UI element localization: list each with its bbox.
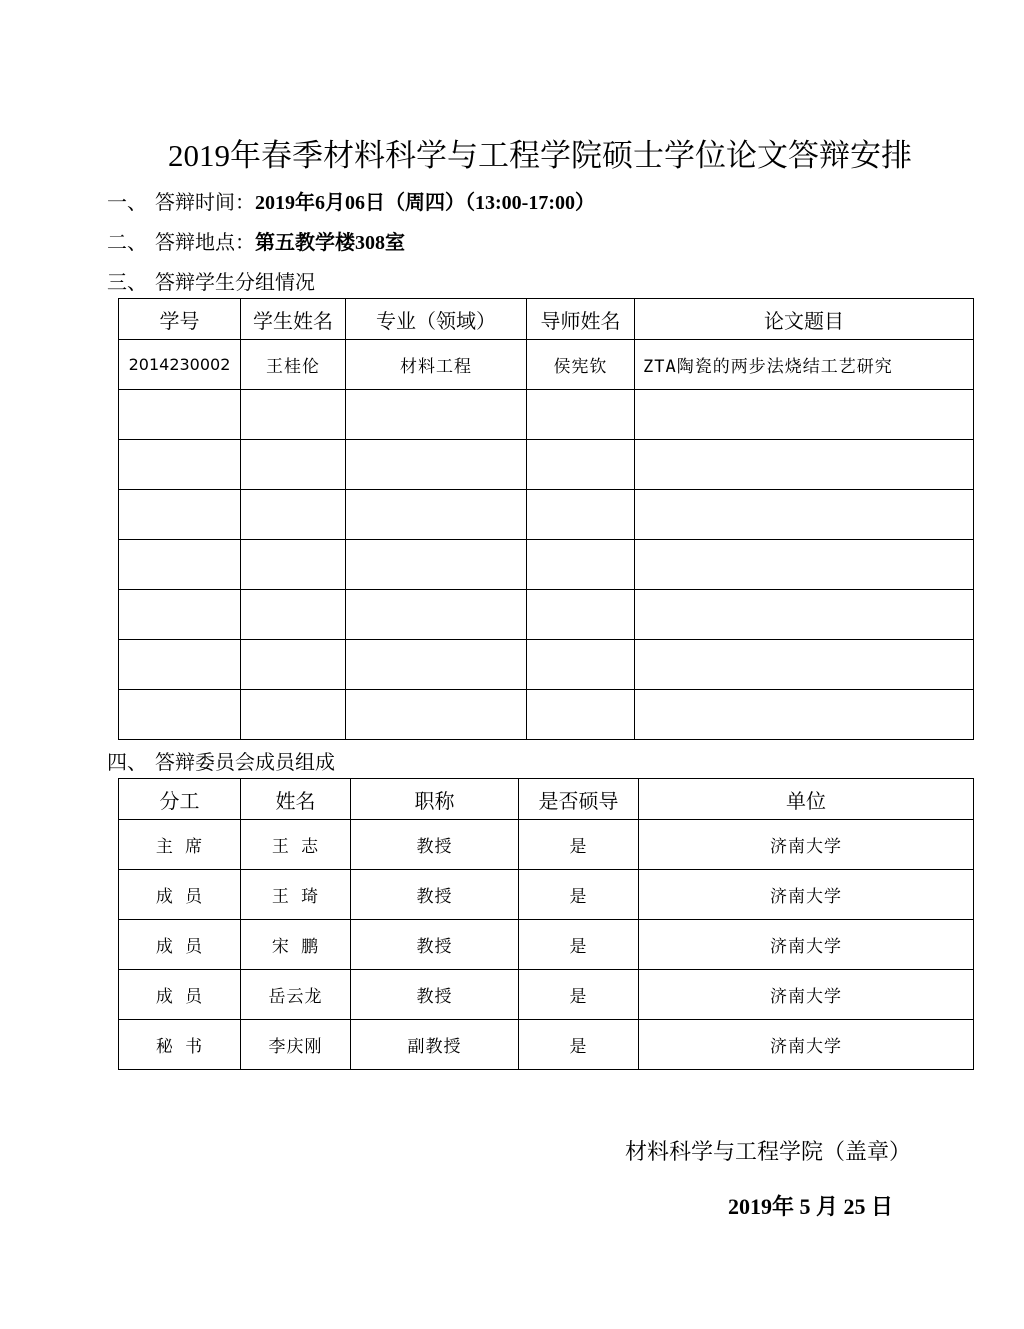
table-cell (119, 590, 241, 640)
column-header: 职称 (351, 779, 519, 820)
section-number: 四、 (107, 752, 147, 774)
committee-label: 答辩委员会成员组成 (155, 752, 335, 774)
table-row (119, 490, 974, 540)
table-cell: 教授 (351, 820, 519, 870)
defense-place-label: 答辩地点： (155, 232, 255, 254)
table-row (119, 690, 974, 740)
column-header: 姓名 (241, 779, 351, 820)
table-row (119, 1020, 974, 1070)
table-cell: 是 (519, 820, 639, 870)
table-cell: ZTA陶瓷的两步法烧结工艺研究 (635, 340, 974, 390)
section-number: 三、 (107, 272, 147, 294)
table-cell: 教授 (351, 970, 519, 1020)
table-cell: 是 (519, 870, 639, 920)
committee-table-body (119, 820, 974, 1070)
table-cell: 是 (519, 970, 639, 1020)
table-cell: 是 (519, 920, 639, 970)
table-cell: 王 琦 (241, 870, 351, 920)
table-cell (119, 540, 241, 590)
defense-time-line (107, 186, 595, 215)
table-cell (527, 540, 635, 590)
student-groups-heading (107, 266, 315, 295)
table-cell: 教授 (351, 920, 519, 970)
table-cell (241, 490, 346, 540)
table-cell (346, 540, 527, 590)
table-cell (241, 440, 346, 490)
committee-table (118, 778, 974, 1070)
table-cell (241, 590, 346, 640)
table-row (119, 970, 974, 1020)
column-header: 学号 (119, 299, 241, 340)
table-cell (635, 690, 974, 740)
table-row (119, 590, 974, 640)
table-cell: 侯宪钦 (527, 340, 635, 390)
table-cell: 秘 书 (119, 1020, 241, 1070)
table-cell: 是 (519, 1020, 639, 1070)
table-cell (527, 490, 635, 540)
table-row (119, 340, 974, 390)
table-cell (119, 490, 241, 540)
table-cell (635, 490, 974, 540)
table-cell (119, 390, 241, 440)
students-header-row (119, 299, 974, 340)
table-cell (241, 390, 346, 440)
table-cell (346, 690, 527, 740)
table-cell (346, 390, 527, 440)
table-cell (635, 390, 974, 440)
students-table-body (119, 340, 974, 740)
table-cell: 济南大学 (639, 820, 974, 870)
table-cell (635, 540, 974, 590)
table-cell (635, 640, 974, 690)
table-cell: 成 员 (119, 920, 241, 970)
table-cell: 教授 (351, 870, 519, 920)
table-cell: 王桂伦 (241, 340, 346, 390)
table-cell (119, 690, 241, 740)
issuing-organization: 材料科学与工程学院（盖章） (625, 1139, 912, 1164)
table-row (119, 640, 974, 690)
table-cell: 材料工程 (346, 340, 527, 390)
table-cell (119, 440, 241, 490)
table-cell (527, 390, 635, 440)
table-cell (241, 690, 346, 740)
table-cell: 宋 鹏 (241, 920, 351, 970)
table-cell: 济南大学 (639, 870, 974, 920)
table-cell (635, 590, 974, 640)
table-row (119, 870, 974, 920)
defense-place-line (107, 226, 405, 255)
defense-place-value: 第五教学楼308室 (255, 232, 405, 254)
defense-time-value: 2019年6月06日（周四）（13:00-17:00） (255, 192, 595, 214)
table-row (119, 390, 974, 440)
committee-header-row (119, 779, 974, 820)
column-header: 论文题目 (635, 299, 974, 340)
student-groups-label: 答辩学生分组情况 (155, 272, 315, 294)
column-header: 分工 (119, 779, 241, 820)
committee-heading (107, 746, 335, 775)
table-cell: 济南大学 (639, 920, 974, 970)
table-cell (346, 590, 527, 640)
table-cell (527, 640, 635, 690)
table-cell: 副教授 (351, 1020, 519, 1070)
table-cell (346, 440, 527, 490)
table-cell (241, 540, 346, 590)
column-header: 学生姓名 (241, 299, 346, 340)
table-row (119, 540, 974, 590)
table-cell: 岳云龙 (241, 970, 351, 1020)
table-cell: 李庆刚 (241, 1020, 351, 1070)
issue-date: 2019年 5 月 25 日 (728, 1194, 894, 1219)
table-row (119, 920, 974, 970)
section-number: 二、 (107, 232, 147, 254)
table-cell (346, 490, 527, 540)
table-cell (119, 640, 241, 690)
section-number: 一、 (107, 192, 147, 214)
table-cell (527, 440, 635, 490)
students-table (118, 298, 974, 740)
table-cell: 王 志 (241, 820, 351, 870)
column-header: 单位 (639, 779, 974, 820)
table-cell: 济南大学 (639, 970, 974, 1020)
page-title: 2019年春季材料科学与工程学院硕士学位论文答辩安排 (168, 138, 912, 173)
table-cell (527, 690, 635, 740)
table-cell (346, 640, 527, 690)
table-cell: 成 员 (119, 870, 241, 920)
table-row (119, 440, 974, 490)
column-header: 是否硕导 (519, 779, 639, 820)
table-cell: 成 员 (119, 970, 241, 1020)
column-header: 导师姓名 (527, 299, 635, 340)
table-cell: 主 席 (119, 820, 241, 870)
table-cell (527, 590, 635, 640)
table-cell (635, 440, 974, 490)
table-cell: 济南大学 (639, 1020, 974, 1070)
table-cell: 2014230002 (119, 340, 241, 390)
column-header: 专业（领域） (346, 299, 527, 340)
defense-time-label: 答辩时间： (155, 192, 255, 214)
table-row (119, 820, 974, 870)
table-cell (241, 640, 346, 690)
